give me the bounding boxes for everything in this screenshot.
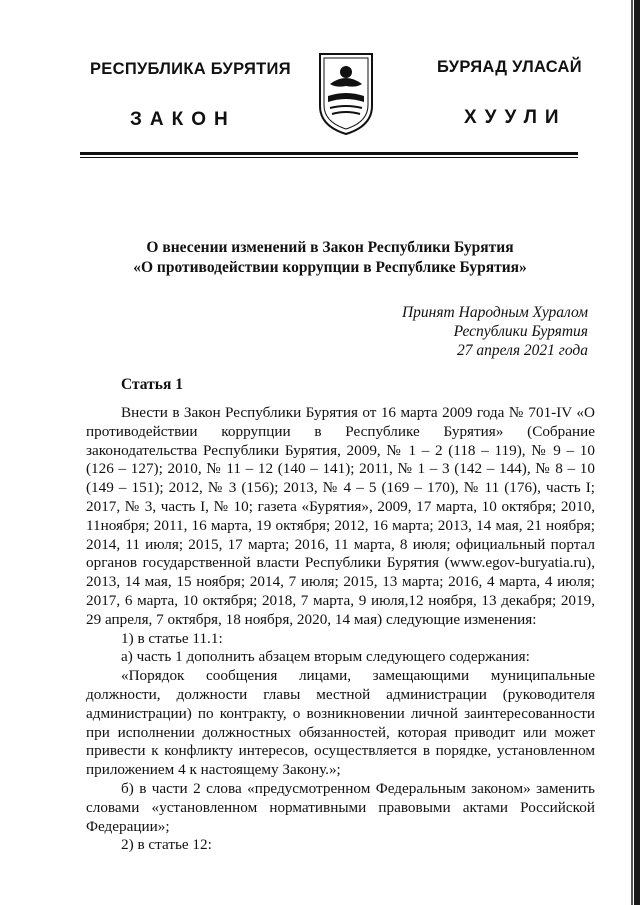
adoption-date: 27 апреля 2021 года bbox=[456, 342, 588, 359]
body-paragraph: «Порядок сообщения лицами, замещающими муниципальные должности, должности главы местной администрации (руководителя администрации) по контракту, о возникновении личной заинтересованности при исполнении должностных обязанностей, которая приводит или может привести к конфликту интересов, осуществляется в порядке, установленном приложением 4 к настоящему Закону.»; bbox=[86, 667, 595, 779]
header-republic-bur: БУРЯАД УЛАСАЙ bbox=[437, 58, 582, 76]
body-paragraph: 2) в статье 12: bbox=[121, 836, 212, 854]
article-heading: Статья 1 bbox=[121, 376, 183, 393]
body-paragraph: 1) в статье 11.1: bbox=[121, 629, 223, 647]
article-body bbox=[86, 404, 595, 855]
adoption-note bbox=[402, 303, 588, 360]
body-paragraph: а) часть 1 дополнить абзацем вторым следующего содержания: bbox=[121, 648, 530, 666]
header-law-ru: ЗАКОН bbox=[130, 109, 236, 130]
law-title-line2: «О противодействии коррупции в Республике Бурятия» bbox=[133, 259, 527, 276]
header-republic-ru: РЕСПУБЛИКА БУРЯТИЯ bbox=[90, 60, 291, 78]
header-law-bur: ХУУЛИ bbox=[464, 107, 567, 128]
header-rule-thick bbox=[80, 152, 578, 155]
law-title bbox=[80, 238, 580, 278]
body-paragraph: б) в части 2 слова «предусмотренном Федеральным законом» заменить словами «установленном нормативными правовыми актами Российской Федерации»; bbox=[86, 779, 595, 835]
adoption-line2: Республики Бурятия bbox=[453, 323, 588, 340]
adoption-line1: Принят Народным Хуралом bbox=[401, 304, 588, 321]
header-rule-thin bbox=[80, 157, 578, 158]
coat-of-arms-emblem bbox=[316, 50, 376, 136]
law-title-line1: О внесении изменений в Закон Республики Бурятия bbox=[146, 239, 514, 256]
scan-edge bbox=[634, 0, 640, 905]
body-paragraph: Внести в Закон Республики Бурятия от 16 марта 2009 года № 701-IV «О противодействии коррупции в Республике Бурятия» (Собрание законодательства Республики Бурятия, 2009, № 1 – 2 (118 – 119), № 9 – 10 (126 – 127); 2010, № 11 – 12 (140 – 141); 2011, № 1 – 3 (142 – 144), № 8 – 10 (149 – 151); 2012, № 3 (156); 2013, № 4 – 5 (169 – 170), № 11 (176), часть I; 2017, № 3, часть I, № 10; газета «Бурятия», 2009, 17 марта, 10 октября; 2010, 11ноября; 2011, 16 марта, 19 октября; 2012, 16 марта; 2013, 14 мая, 21 ноября; 2014, 11 июля; 2015, 17 марта; 2016, 11 марта, 8 июля; официальный портал органов государственной власти Республики Бурятия (www.egov-buryatia.ru), 2013, 14 мая, 15 ноября; 2014, 7 июля; 2015, 13 марта; 2016, 4 марта, 4 июля; 2017, 6 марта, 10 октября; 2018, 7 марта, 9 июля,12 ноября, 13 декабря; 2019, 29 апреля, 7 октября, 18 ноября, 2020, 14 мая) следующие изменения: bbox=[86, 404, 595, 628]
